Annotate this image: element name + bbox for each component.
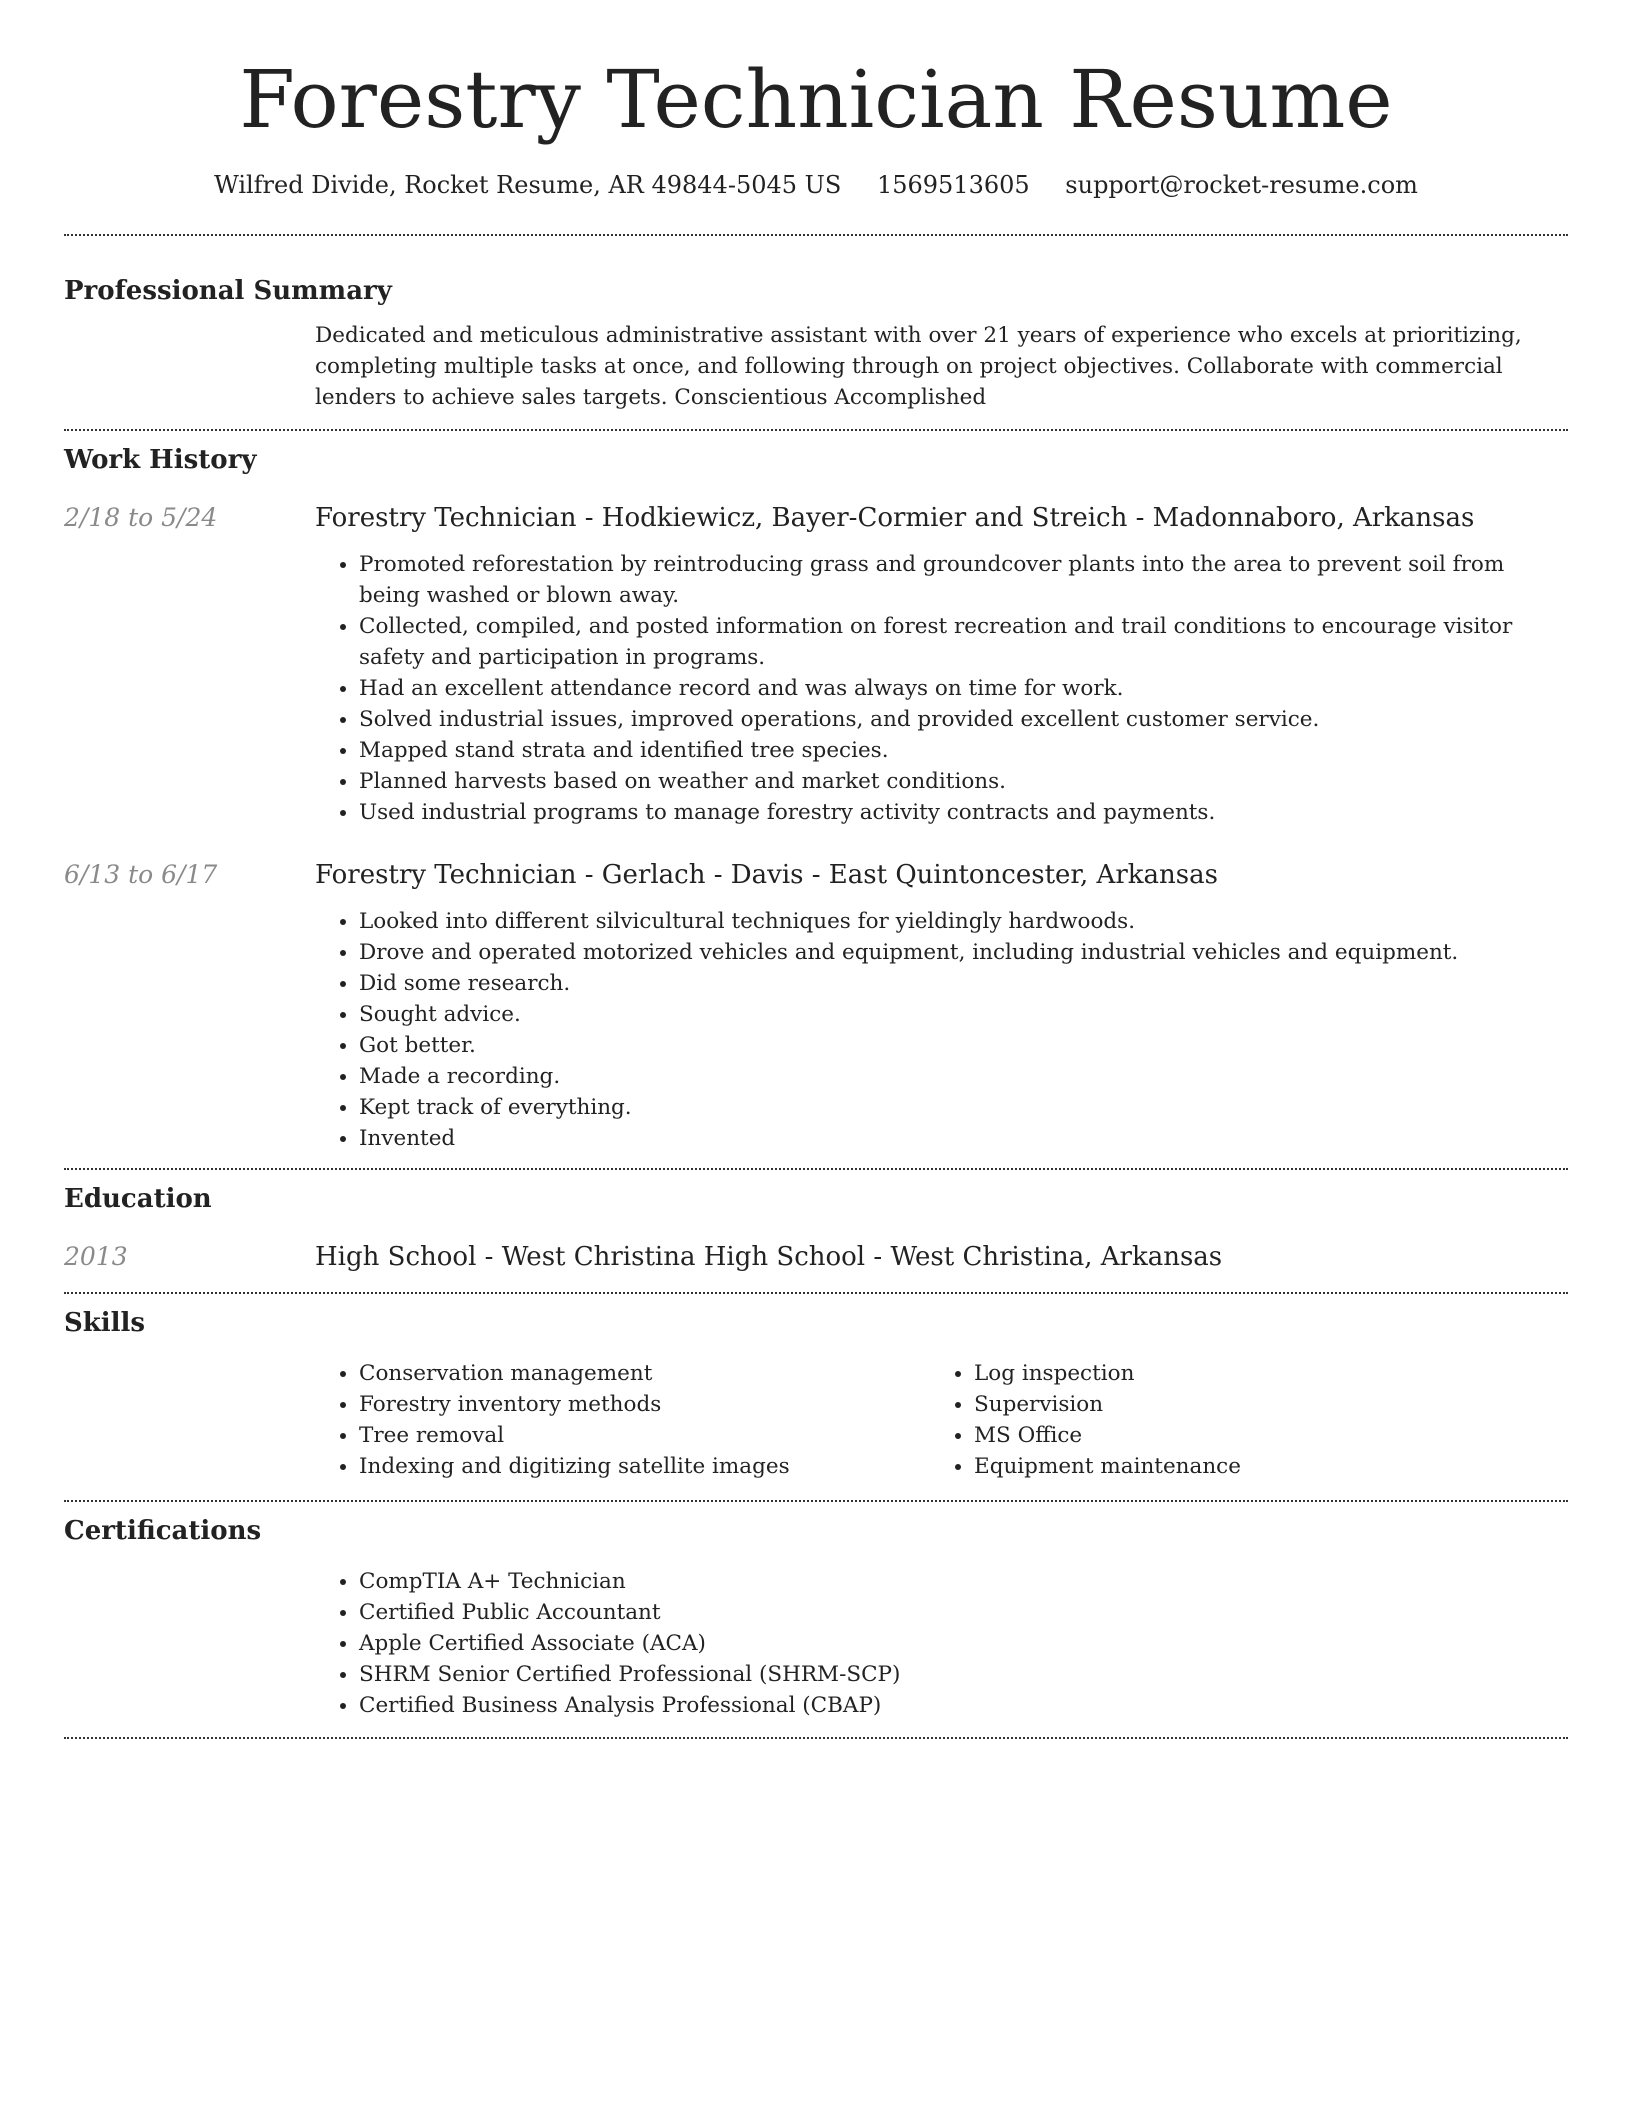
skill-item: • Tree removal — [359, 1420, 930, 1451]
list-item: • Looked into different silvicultural techniques for yieldingly hardwoods. — [359, 906, 1568, 937]
skill-item: • Log inspection — [974, 1358, 1545, 1389]
work-section — [64, 443, 1568, 1154]
skills-section — [64, 1306, 1568, 1482]
job-bullets — [315, 549, 1568, 828]
skill-item: • Indexing and digitizing satellite images — [359, 1451, 930, 1482]
certification-item: • SHRM Senior Certified Professional (SHRM-SCP) — [359, 1659, 1568, 1690]
skill-item: • MS Office — [974, 1420, 1545, 1451]
list-item: • Used industrial programs to manage forestry activity contracts and payments. — [359, 797, 1568, 828]
list-item: • Had an excellent attendance record and was always on time for work. — [359, 673, 1568, 704]
list-item: • Made a recording. — [359, 1061, 1568, 1092]
job-entry — [64, 501, 1568, 828]
contact-email: support@rocket-resume.com — [1065, 171, 1418, 199]
list-item: • Promoted reforestation by reintroducing grass and groundcover plants into the area to prevent soil from being washed or blown away. — [359, 549, 1568, 611]
job-title: Forestry Technician - Hodkiewicz, Bayer-Cormier and Streich - Madonnaboro, Arkansas — [315, 503, 1475, 533]
divider — [64, 1292, 1568, 1294]
education-section — [64, 1182, 1568, 1274]
list-item: • Got better. — [359, 1030, 1568, 1061]
section-title-work: Work History — [64, 445, 257, 475]
skills-column-right — [930, 1358, 1545, 1482]
skill-item: • Equipment maintenance — [974, 1451, 1545, 1482]
job-title: Forestry Technician - Gerlach - Davis - East Quintoncester, Arkansas — [315, 860, 1218, 890]
skill-item: • Conservation management — [359, 1358, 930, 1389]
list-item: • Did some research. — [359, 968, 1568, 999]
divider — [64, 234, 1568, 236]
summary-section — [64, 274, 1568, 413]
education-dates: 2013 — [64, 1242, 128, 1271]
certifications-section — [64, 1514, 1568, 1721]
list-item: • Invented — [359, 1123, 1568, 1154]
divider — [64, 1168, 1568, 1170]
divider — [64, 1500, 1568, 1502]
list-item: • Mapped stand strata and identified tree species. — [359, 735, 1568, 766]
skills-grid — [315, 1358, 1568, 1482]
contact-phone: 1569513605 — [876, 171, 1030, 199]
list-item: • Collected, compiled, and posted information on forest recreation and trail conditions to encourage visitor safety and participation in programs. — [359, 611, 1568, 673]
job-dates: 2/18 to 5/24 — [64, 503, 218, 532]
list-item: • Drove and operated motorized vehicles and equipment, including industrial vehicles and equipment. — [359, 937, 1568, 968]
certification-item: • CompTIA A+ Technician — [359, 1566, 1568, 1597]
education-entry — [64, 1240, 1568, 1274]
section-title-certifications: Certifications — [64, 1516, 262, 1546]
resume-title: Forestry Technician Resume — [239, 53, 1393, 146]
divider — [64, 429, 1568, 431]
job-bullets — [315, 906, 1568, 1154]
skill-item: • Supervision — [974, 1389, 1545, 1420]
divider — [64, 1737, 1568, 1739]
certification-item: • Certified Public Accountant — [359, 1597, 1568, 1628]
section-title-skills: Skills — [64, 1308, 146, 1338]
contact-line — [64, 168, 1568, 202]
list-item: • Planned harvests based on weather and market conditions. — [359, 766, 1568, 797]
job-dates: 6/13 to 6/17 — [64, 860, 218, 889]
section-title-summary: Professional Summary — [64, 276, 392, 306]
list-item: • Sought advice. — [359, 999, 1568, 1030]
education-title: High School - West Christina High School - West Christina, Arkansas — [315, 1242, 1223, 1272]
contact-address: Wilfred Divide, Rocket Resume, AR 49844-5045 US — [214, 171, 842, 199]
section-title-education: Education — [64, 1184, 212, 1214]
skills-column-left — [315, 1358, 930, 1482]
list-item: • Solved industrial issues, improved operations, and provided excellent customer service. — [359, 704, 1568, 735]
certification-item: • Apple Certified Associate (ACA) — [359, 1628, 1568, 1659]
certifications-list — [315, 1566, 1568, 1721]
certification-item: • Certified Business Analysis Professional (CBAP) — [359, 1690, 1568, 1721]
skill-item: • Forestry inventory methods — [359, 1389, 930, 1420]
summary-text: Dedicated and meticulous administrative assistant with over 21 years of experience who excels at prioritizing, completing multiple tasks at once, and following through on project objectives. Collaborate with commercial lenders to achieve sales targets. Conscientious Accomplished — [315, 323, 1522, 410]
list-item: • Kept track of everything. — [359, 1092, 1568, 1123]
job-entry — [64, 858, 1568, 1154]
